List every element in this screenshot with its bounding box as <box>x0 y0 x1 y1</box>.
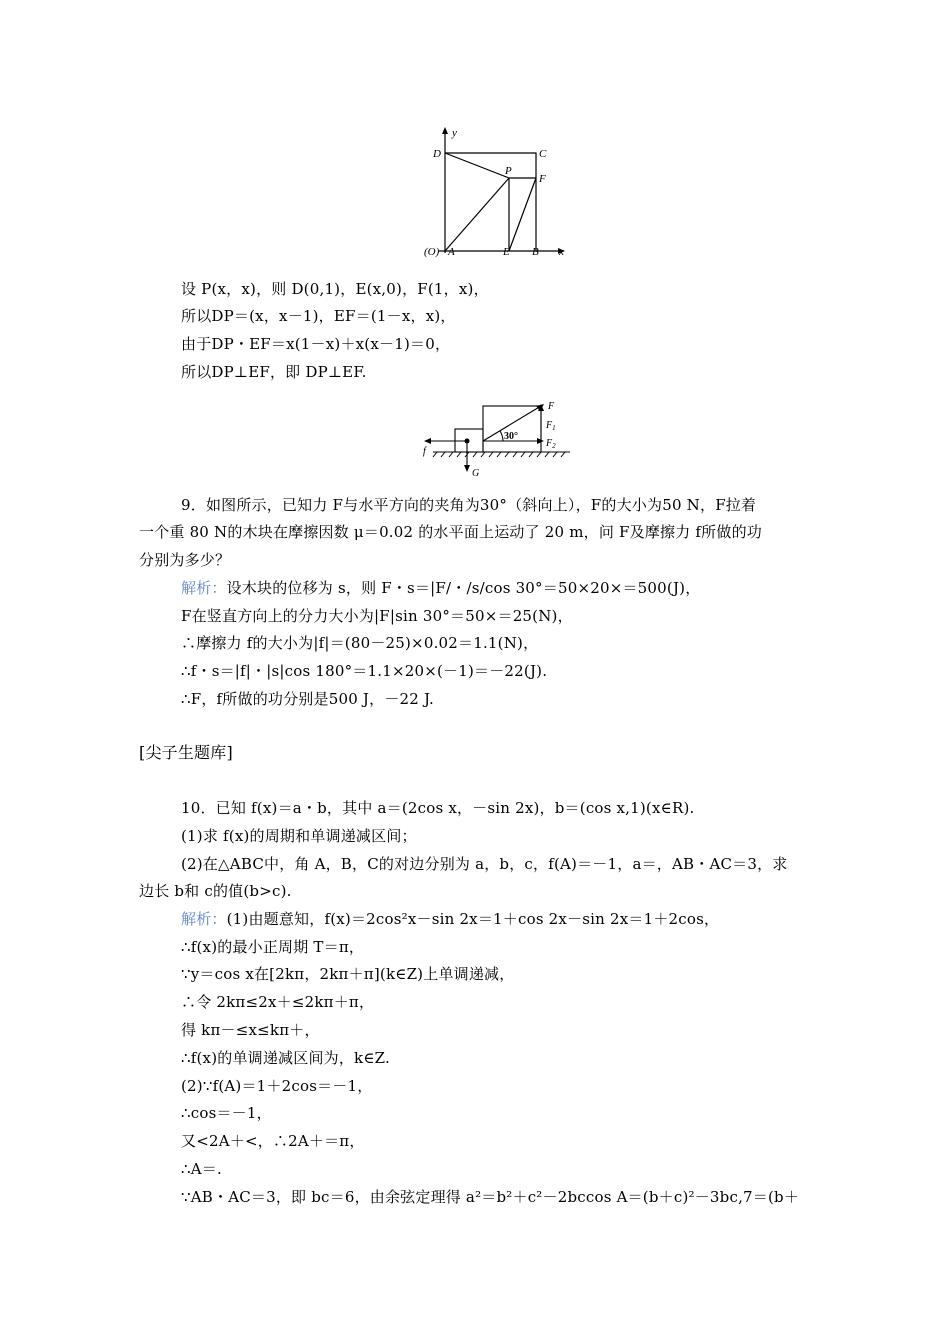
force-diagram <box>415 398 575 480</box>
solution-label: 解析： <box>181 910 227 928</box>
solution-text: (1)由题意知，f(x)＝2cos²x－sin 2x＝1＋cos 2x－sin 2x＝1＋2cos， <box>226 910 720 928</box>
label-F2: $F_2$ <box>546 438 556 450</box>
proof-line: 所以DP＝(x，x－1)，EF＝(1－x，x)， <box>181 307 456 325</box>
q10-solution-line: 得 kπ－≤x≤kπ＋， <box>181 1021 320 1039</box>
segment-DP <box>445 153 509 178</box>
label-F1: $F_1$ <box>546 420 556 432</box>
solution-label: 解析： <box>181 579 227 597</box>
q10-solution-first <box>181 909 719 929</box>
label-B: B <box>532 246 539 258</box>
label-P: P <box>505 165 512 177</box>
q10-solution-line: ∵y＝cos x在[2kπ，2kπ＋π](k∈Z)上单调递减， <box>181 965 515 983</box>
q9-solution-line: ∴摩擦力 f的大小为|f|＝(80－25)×0.02＝1.1(N)， <box>181 634 539 652</box>
angle-arc <box>500 431 503 441</box>
q10-solution-line: ∴f(x)的最小正周期 T＝π， <box>181 938 365 956</box>
label-C: C <box>539 148 547 160</box>
label-f: f <box>423 446 426 457</box>
arrow-G <box>464 465 470 472</box>
q9-solution-line: ∴F，f所做的功分别是500 J，－22 J. <box>181 690 434 708</box>
label-x: x <box>559 246 564 258</box>
q9-solution-line: F在竖直方向上的分力大小为|F|sin 30°＝50×＝25(N)， <box>181 607 573 625</box>
q10-solution-line: ∴f(x)的单调递减区间为，k∈Z. <box>181 1049 390 1067</box>
q10-text-line: 10．已知 f(x)＝a・b，其中 a＝(2cos x，－sin 2x)，b＝(cos x,1)(x∈R). <box>181 799 695 817</box>
label-y: y <box>452 127 457 139</box>
proof-line: 设 P(x，x)，则 D(0,1)，E(x,0)，F(1，x)， <box>181 280 489 298</box>
ground-hatching <box>433 452 565 457</box>
y-axis-arrow <box>442 127 448 134</box>
label-E: E <box>503 246 510 258</box>
label-D: D <box>433 148 441 160</box>
segment-EF <box>509 178 536 251</box>
solution-text: 设木块的位移为 s，则 F・s＝|F/・/s/cos 30°＝50×20×＝500(J)， <box>226 579 701 597</box>
geometry-figure <box>415 125 575 260</box>
label-origin: (O) <box>424 246 440 258</box>
center-point <box>465 439 470 444</box>
label-G: G <box>472 468 480 479</box>
q9-text-line: 一个重 80 N的木块在摩擦因数 μ＝0.02 的水平面上运动了 20 m，问 F及摩擦力 f所做的功 <box>139 523 762 541</box>
label-F: F <box>539 173 546 185</box>
q10-solution-line: ∴A＝. <box>181 1160 222 1178</box>
q9-solution-line: ∴f・s＝|f|・|s|cos 180°＝1.1×20×(－1)＝－22(J). <box>181 662 548 680</box>
label-F: F <box>548 401 555 412</box>
segment-AP <box>445 178 509 251</box>
proof-line: 由于DP・EF＝x(1－x)＋x(x－1)＝0， <box>181 335 451 353</box>
section-title: [尖子生题库] <box>139 743 233 762</box>
q10-solution-line: (2)∵f(A)＝1＋2cos＝－1， <box>181 1077 373 1095</box>
q9-text-line: 9．如图所示，已知力 F与水平方向的夹角为30°（斜向上），F的大小为50 N，F拉着 <box>181 496 757 514</box>
proof-line: 所以DP⊥EF，即 DP⊥EF. <box>181 363 367 381</box>
q9-text-line: 分别为多少？ <box>139 551 231 569</box>
q10-solution-line: 又<2A＋<，∴2A＋＝π， <box>181 1132 365 1150</box>
large-block <box>483 406 541 452</box>
arrow-f <box>424 438 431 444</box>
q10-text-line: (1)求 f(x)的周期和单调递减区间； <box>181 827 417 845</box>
q9-solution-first <box>181 578 700 598</box>
label-angle: 30° <box>504 431 518 442</box>
q10-solution-line: ∴cos＝－1， <box>181 1104 272 1122</box>
q10-solution-line: ∵AB・AC＝3，即 bc＝6，由余弦定理得 a²＝b²＋c²－2bccos A＝(b＋c)²－3bc,7＝(b＋ <box>181 1188 800 1206</box>
q10-solution-line: ∴令 2kπ≤2x＋≤2kπ＋π， <box>181 993 375 1011</box>
q10-text-line: (2)在△ABC中，角 A，B，C的对边分别为 a，b，c，f(A)＝－1，a＝，AB・AC＝3，求 <box>181 855 788 873</box>
q10-text-line: 边长 b和 c的值(b>c). <box>139 882 292 900</box>
label-A: A <box>448 246 455 258</box>
